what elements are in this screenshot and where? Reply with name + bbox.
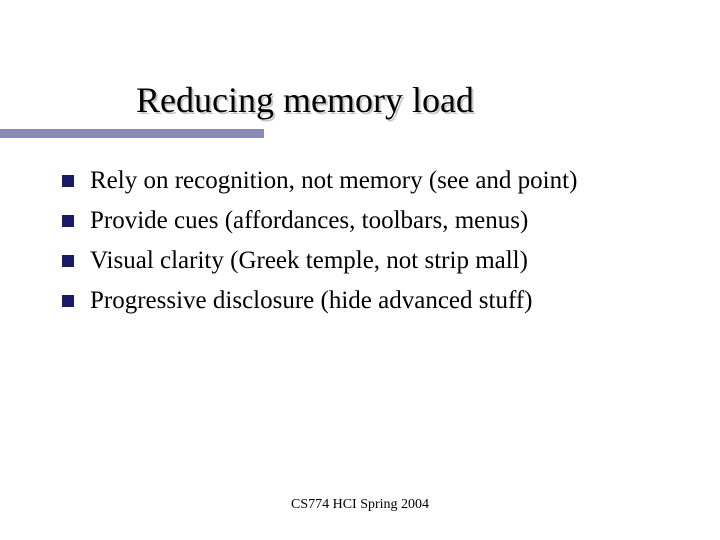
title-underline-bar bbox=[0, 129, 264, 138]
square-bullet-icon bbox=[62, 175, 74, 187]
bullet-text: Progressive disclosure (hide advanced stuff) bbox=[90, 287, 533, 314]
square-bullet-icon bbox=[62, 255, 74, 267]
bullet-text: Visual clarity (Greek temple, not strip mall) bbox=[90, 247, 528, 274]
slide-footer bbox=[0, 496, 720, 514]
footer-text: CS774 HCI Spring 2004 bbox=[290, 497, 430, 512]
square-bullet-icon bbox=[62, 215, 74, 227]
slide-title: Reducing memory load bbox=[136, 80, 474, 120]
bullet-text: Provide cues (affordances, toolbars, menus) bbox=[90, 207, 529, 234]
bullet-text: Rely on recognition, not memory (see and point) bbox=[90, 167, 578, 194]
square-bullet-icon bbox=[62, 295, 74, 307]
